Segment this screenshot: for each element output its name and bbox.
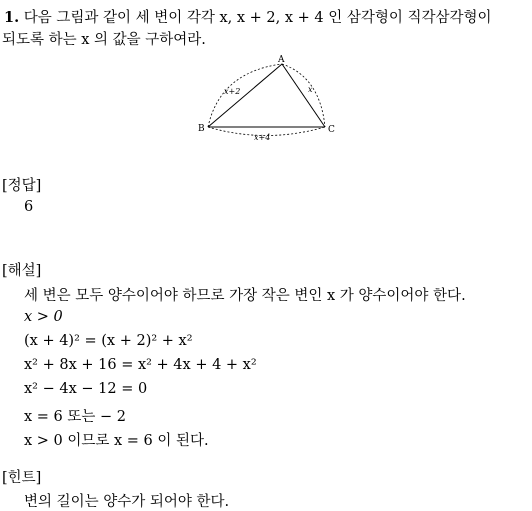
triangle-figure (190, 52, 350, 144)
problem-line-2: 되도록 하는 x 의 값을 구하여라. (2, 32, 206, 48)
solution-step-5: x = 6 또는 − 2 (24, 409, 126, 425)
solution-step-2: (x + 4)² = (x + 2)² + x² (24, 333, 193, 349)
answer-header: [정답] (2, 178, 42, 194)
solution-header: [해설] (2, 263, 42, 279)
problem-text-line-1: 다음 그림과 같이 세 변이 각각 x, x + 2, x + 4 인 삼각형이 직각삼각형이 (23, 10, 492, 26)
solution-step-1: x > 0 (24, 309, 63, 325)
problem-number: 1. (4, 9, 20, 26)
side-ac-label: x (308, 85, 313, 94)
solution-step-3: x² + 8x + 16 = x² + 4x + 4 + x² (24, 357, 257, 373)
side-ac-line (282, 64, 325, 127)
side-ab-label: x+2 (224, 87, 241, 96)
side-bc-label: x+4 (254, 133, 271, 142)
solution-step-4: x² − 4x − 12 = 0 (24, 381, 148, 397)
problem-line-1 (4, 6, 492, 27)
solution-text: 세 변은 모두 양수이어야 하므로 가장 작은 변인 x 가 양수이어야 한다. (24, 288, 466, 304)
vertex-c-label: C (328, 125, 335, 135)
hint-text: 변의 길이는 양수가 되어야 한다. (24, 494, 230, 510)
vertex-a-label: A (278, 55, 285, 65)
hint-header: [힌트] (2, 470, 42, 486)
solution-step-6: x > 0 이므로 x = 6 이 된다. (24, 433, 209, 449)
side-ab-line (208, 64, 282, 127)
answer-value: 6 (24, 199, 34, 215)
vertex-b-label: B (198, 124, 205, 134)
